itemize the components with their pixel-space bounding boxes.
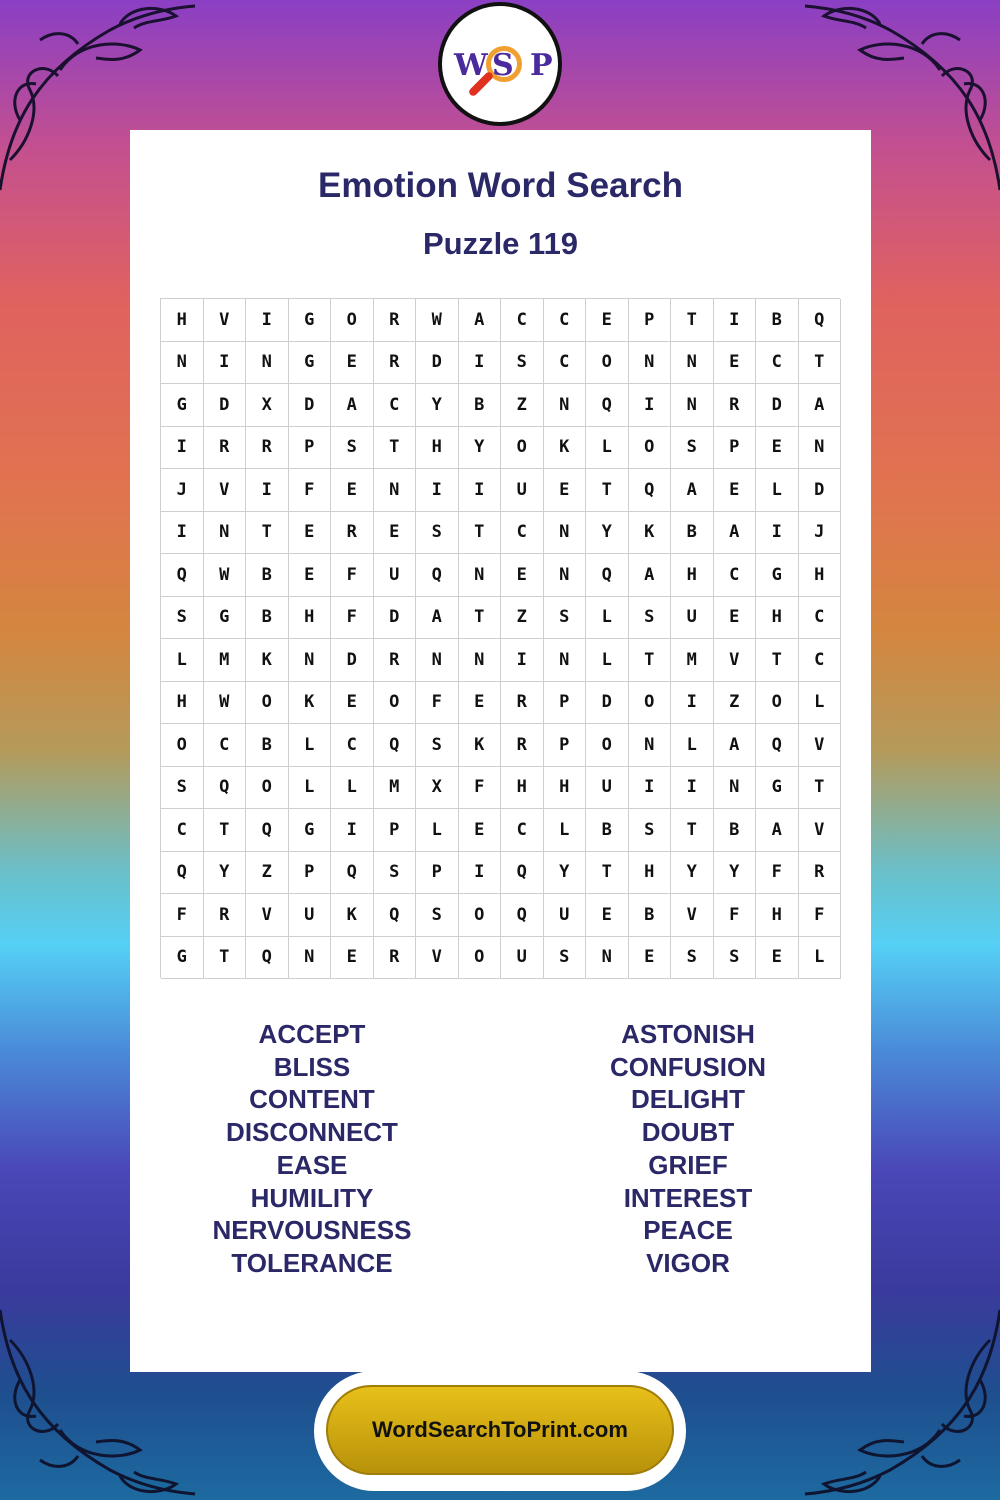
grid-cell[interactable]: O (459, 937, 502, 980)
grid-cell[interactable]: S (714, 937, 757, 980)
grid-cell[interactable]: B (756, 299, 799, 342)
grid-cell[interactable]: A (756, 809, 799, 852)
grid-cell[interactable]: I (756, 512, 799, 555)
grid-cell[interactable]: B (586, 809, 629, 852)
grid-cell[interactable]: L (289, 767, 332, 810)
grid-cell[interactable]: O (331, 299, 374, 342)
grid-cell[interactable]: J (799, 512, 842, 555)
grid-cell[interactable]: E (289, 512, 332, 555)
grid-cell[interactable]: R (331, 512, 374, 555)
grid-cell[interactable]: G (756, 767, 799, 810)
grid-cell[interactable]: I (246, 469, 289, 512)
grid-cell[interactable]: I (671, 767, 714, 810)
grid-cell[interactable]: O (586, 342, 629, 385)
grid-cell[interactable]: I (331, 809, 374, 852)
grid-cell[interactable]: C (799, 597, 842, 640)
grid-cell[interactable]: E (331, 469, 374, 512)
grid-cell[interactable]: T (629, 639, 672, 682)
grid-cell[interactable]: O (459, 894, 502, 937)
grid-cell[interactable]: C (374, 384, 417, 427)
grid-cell[interactable]: R (799, 852, 842, 895)
grid-cell[interactable]: B (671, 512, 714, 555)
grid-cell[interactable]: B (459, 384, 502, 427)
grid-cell[interactable]: L (671, 724, 714, 767)
grid-cell[interactable]: L (544, 809, 587, 852)
grid-cell[interactable]: E (586, 894, 629, 937)
word-list-item: INTEREST (623, 1182, 753, 1213)
grid-cell[interactable]: E (586, 299, 629, 342)
word-list-item: PEACE (643, 1215, 733, 1246)
grid-cell[interactable]: P (544, 682, 587, 725)
grid-cell[interactable]: H (161, 682, 204, 725)
grid-cell[interactable]: I (671, 682, 714, 725)
grid-cell[interactable]: T (459, 597, 502, 640)
word-list-item: ACCEPT (258, 1019, 366, 1049)
word-list-item: CONFUSION (610, 1051, 766, 1082)
grid-cell[interactable]: G (289, 809, 332, 852)
grid-cell[interactable]: C (161, 809, 204, 852)
grid-cell[interactable]: S (544, 597, 587, 640)
grid-cell[interactable]: P (289, 427, 332, 470)
grid-cell[interactable]: I (629, 384, 672, 427)
grid-cell[interactable]: T (204, 809, 247, 852)
footer-pill (314, 1371, 686, 1491)
grid-cell[interactable]: Y (416, 384, 459, 427)
grid-cell[interactable]: E (374, 512, 417, 555)
grid-cell[interactable]: H (161, 299, 204, 342)
grid-cell[interactable]: Q (374, 724, 417, 767)
grid-cell[interactable]: N (544, 512, 587, 555)
logo-letter-s: S (492, 48, 514, 83)
puzzle-card (130, 130, 871, 1372)
grid-cell[interactable]: E (756, 427, 799, 470)
grid-cell[interactable]: F (161, 894, 204, 937)
grid-cell[interactable]: B (714, 809, 757, 852)
word-list-item: TOLERANCE (231, 1247, 393, 1278)
grid-cell[interactable]: V (799, 809, 842, 852)
grid-cell[interactable]: G (756, 554, 799, 597)
puzzle-number: Puzzle 119 (422, 226, 579, 261)
grid-cell[interactable]: N (799, 427, 842, 470)
grid-cell[interactable]: O (629, 427, 672, 470)
grid-cell[interactable]: T (799, 342, 842, 385)
grid-cell[interactable]: T (204, 937, 247, 980)
grid-cell[interactable]: N (629, 724, 672, 767)
grid-cell[interactable]: Q (204, 767, 247, 810)
grid-cell[interactable]: E (756, 937, 799, 980)
grid-cell[interactable]: R (374, 639, 417, 682)
grid-cell[interactable]: R (204, 894, 247, 937)
grid-cell[interactable]: S (416, 512, 459, 555)
grid-cell[interactable]: U (501, 469, 544, 512)
grid-cell[interactable]: I (501, 639, 544, 682)
grid-cell[interactable]: F (331, 554, 374, 597)
grid-cell[interactable]: S (671, 937, 714, 980)
grid-cell[interactable]: L (161, 639, 204, 682)
grid-cell[interactable]: O (756, 682, 799, 725)
grid-cell[interactable]: E (459, 682, 502, 725)
grid-cell[interactable]: W (204, 682, 247, 725)
grid-cell[interactable]: Y (459, 427, 502, 470)
grid-cell[interactable]: U (671, 597, 714, 640)
grid-cell[interactable]: L (289, 724, 332, 767)
grid-cell[interactable]: S (629, 809, 672, 852)
grid-cell[interactable]: Z (246, 852, 289, 895)
grid-cell[interactable]: L (799, 937, 842, 980)
grid-cell[interactable]: H (799, 554, 842, 597)
grid-cell[interactable]: E (331, 342, 374, 385)
word-list-item: CONTENT (249, 1084, 375, 1115)
word-list-item: ASTONISH (621, 1019, 755, 1049)
grid-cell[interactable]: C (544, 299, 587, 342)
grid-cell[interactable]: S (544, 937, 587, 980)
logo-letter-w: W (454, 48, 488, 83)
grid-cell[interactable]: E (544, 469, 587, 512)
grid-cell[interactable]: S (416, 724, 459, 767)
word-list-item: GRIEF (648, 1149, 728, 1180)
grid-cell[interactable]: E (501, 554, 544, 597)
grid-cell[interactable]: K (459, 724, 502, 767)
grid-cell[interactable]: V (204, 469, 247, 512)
grid-cell[interactable]: Y (544, 852, 587, 895)
grid-cell[interactable]: O (586, 724, 629, 767)
grid-cell[interactable]: Y (714, 852, 757, 895)
grid-cell[interactable]: R (501, 724, 544, 767)
grid-cell[interactable]: Q (246, 809, 289, 852)
grid-cell[interactable]: G (289, 342, 332, 385)
grid-cell[interactable]: U (586, 767, 629, 810)
grid-cell[interactable]: Q (501, 894, 544, 937)
grid-cell[interactable]: M (374, 767, 417, 810)
grid-cell[interactable]: C (501, 299, 544, 342)
grid-cell[interactable]: X (246, 384, 289, 427)
grid-cell[interactable]: R (374, 937, 417, 980)
grid-cell[interactable]: K (629, 512, 672, 555)
grid-cell[interactable]: I (161, 427, 204, 470)
grid-cell[interactable]: T (586, 469, 629, 512)
grid-cell[interactable]: D (586, 682, 629, 725)
grid-cell[interactable]: B (246, 554, 289, 597)
grid-cell[interactable]: Q (374, 894, 417, 937)
grid-cell[interactable]: J (161, 469, 204, 512)
grid-cell[interactable]: R (501, 682, 544, 725)
grid-cell[interactable]: V (416, 937, 459, 980)
grid-cell[interactable]: R (204, 427, 247, 470)
logo-letter-p: P (530, 48, 553, 83)
grid-cell[interactable]: E (331, 682, 374, 725)
grid-cell[interactable]: E (714, 597, 757, 640)
grid-cell[interactable]: R (246, 427, 289, 470)
grid-cell[interactable]: G (289, 299, 332, 342)
grid-cell[interactable]: I (161, 512, 204, 555)
grid-cell[interactable]: I (459, 852, 502, 895)
grid-cell[interactable]: E (331, 937, 374, 980)
grid-cell[interactable]: V (799, 724, 842, 767)
grid-cell[interactable]: T (246, 512, 289, 555)
word-list-item: EASE (276, 1149, 348, 1180)
grid-cell[interactable]: H (756, 894, 799, 937)
grid-cell[interactable]: N (416, 639, 459, 682)
grid-cell[interactable]: S (416, 894, 459, 937)
grid-cell[interactable]: I (459, 469, 502, 512)
grid-cell[interactable]: L (586, 427, 629, 470)
grid-cell[interactable]: F (416, 682, 459, 725)
grid-cell[interactable]: Y (671, 852, 714, 895)
grid-cell[interactable]: N (544, 639, 587, 682)
grid-cell[interactable]: A (714, 512, 757, 555)
grid-cell[interactable]: A (671, 469, 714, 512)
grid-cell[interactable]: V (246, 894, 289, 937)
grid-cell[interactable]: A (629, 554, 672, 597)
grid-cell[interactable]: Q (586, 384, 629, 427)
grid-cell[interactable]: O (246, 767, 289, 810)
grid-cell[interactable]: N (374, 469, 417, 512)
grid-cell[interactable]: G (161, 937, 204, 980)
grid-cell[interactable]: G (204, 597, 247, 640)
grid-cell[interactable]: W (204, 554, 247, 597)
grid-cell[interactable]: M (671, 639, 714, 682)
grid-cell[interactable]: S (501, 342, 544, 385)
grid-cell[interactable]: D (799, 469, 842, 512)
grid-cell[interactable]: Q (331, 852, 374, 895)
grid-cell[interactable]: K (246, 639, 289, 682)
grid-cell[interactable]: Q (756, 724, 799, 767)
grid-cell[interactable]: K (289, 682, 332, 725)
grid-cell[interactable]: A (459, 299, 502, 342)
page-title: Emotion Word Search (318, 166, 683, 205)
grid-cell[interactable]: E (289, 554, 332, 597)
grid-cell[interactable]: Q (586, 554, 629, 597)
word-list-item: DISCONNECT (226, 1117, 398, 1148)
grid-cell[interactable]: H (629, 852, 672, 895)
grid-cell[interactable]: M (204, 639, 247, 682)
grid-cell[interactable]: N (459, 639, 502, 682)
grid-cell[interactable]: L (416, 809, 459, 852)
grid-cell[interactable]: L (756, 469, 799, 512)
grid-cell[interactable]: I (204, 342, 247, 385)
site-link-button[interactable]: WordSearchToPrint.com (326, 1385, 674, 1475)
grid-cell[interactable]: O (501, 427, 544, 470)
grid-cell[interactable]: C (501, 809, 544, 852)
grid-cell[interactable]: B (246, 597, 289, 640)
grid-cell[interactable]: T (671, 299, 714, 342)
grid-cell[interactable]: O (246, 682, 289, 725)
grid-cell[interactable]: S (629, 597, 672, 640)
grid-cell[interactable]: E (629, 937, 672, 980)
grid-cell[interactable]: A (799, 384, 842, 427)
grid-cell[interactable]: O (629, 682, 672, 725)
grid-cell[interactable]: F (714, 894, 757, 937)
word-list-item: DOUBT (641, 1117, 735, 1148)
grid-cell[interactable]: T (756, 639, 799, 682)
grid-cell[interactable]: R (374, 342, 417, 385)
grid-cell[interactable]: T (799, 767, 842, 810)
grid-cell[interactable]: O (374, 682, 417, 725)
grid-cell[interactable]: I (459, 342, 502, 385)
grid-cell[interactable]: N (204, 512, 247, 555)
grid-cell[interactable]: C (544, 342, 587, 385)
grid-cell[interactable]: N (671, 342, 714, 385)
grid-cell[interactable]: D (331, 639, 374, 682)
grid-cell[interactable]: N (544, 384, 587, 427)
grid-cell[interactable]: G (161, 384, 204, 427)
grid-cell[interactable]: C (204, 724, 247, 767)
grid-cell[interactable]: E (714, 342, 757, 385)
word-list-item: BLISS (273, 1051, 351, 1082)
grid-cell[interactable]: S (374, 852, 417, 895)
grid-cell[interactable]: C (799, 639, 842, 682)
grid-cell[interactable]: I (246, 299, 289, 342)
grid-cell[interactable]: C (501, 512, 544, 555)
grid-cell[interactable]: F (331, 597, 374, 640)
grid-cell[interactable]: N (289, 937, 332, 980)
grid-cell[interactable]: H (756, 597, 799, 640)
grid-cell[interactable]: Q (161, 554, 204, 597)
grid-cell[interactable]: D (416, 342, 459, 385)
letter-grid (160, 298, 840, 978)
grid-cell[interactable]: N (459, 554, 502, 597)
grid-cell[interactable]: U (289, 894, 332, 937)
grid-cell[interactable]: C (331, 724, 374, 767)
grid-cell[interactable]: H (416, 427, 459, 470)
grid-cell[interactable]: Q (501, 852, 544, 895)
grid-cell[interactable]: K (544, 427, 587, 470)
grid-cell[interactable]: Q (799, 299, 842, 342)
grid-cell[interactable]: N (544, 554, 587, 597)
grid-cell[interactable]: E (459, 809, 502, 852)
grid-cell[interactable]: S (161, 767, 204, 810)
grid-cell[interactable]: F (289, 469, 332, 512)
word-list-item: NERVOUSNESS (212, 1215, 412, 1246)
grid-cell[interactable]: Q (246, 937, 289, 980)
grid-cell[interactable]: I (416, 469, 459, 512)
word-list-left (162, 1018, 462, 1280)
grid-cell[interactable]: N (671, 384, 714, 427)
grid-cell[interactable]: Z (501, 384, 544, 427)
grid-cell[interactable]: F (756, 852, 799, 895)
grid-cell[interactable]: Y (204, 852, 247, 895)
grid-cell[interactable]: T (671, 809, 714, 852)
grid-cell[interactable]: C (756, 342, 799, 385)
grid-cell[interactable]: S (331, 427, 374, 470)
grid-cell[interactable]: T (586, 852, 629, 895)
grid-cell[interactable]: S (671, 427, 714, 470)
grid-cell[interactable]: X (416, 767, 459, 810)
grid-cell[interactable]: F (799, 894, 842, 937)
grid-cell[interactable]: V (714, 639, 757, 682)
grid-cell[interactable]: F (459, 767, 502, 810)
grid-cell[interactable]: K (331, 894, 374, 937)
word-list-item: VIGOR (646, 1247, 730, 1278)
grid-cell[interactable]: A (714, 724, 757, 767)
grid-cell[interactable]: V (671, 894, 714, 937)
grid-cell[interactable]: P (374, 809, 417, 852)
grid-cell[interactable]: Q (161, 852, 204, 895)
grid-cell[interactable]: Z (714, 682, 757, 725)
grid-cell[interactable]: L (586, 597, 629, 640)
grid-cell[interactable]: L (799, 682, 842, 725)
grid-cell[interactable]: N (586, 937, 629, 980)
grid-cell[interactable]: N (161, 342, 204, 385)
grid-cell[interactable]: P (289, 852, 332, 895)
grid-cell[interactable]: H (501, 767, 544, 810)
grid-cell[interactable]: N (714, 767, 757, 810)
grid-cell[interactable]: D (289, 384, 332, 427)
grid-cell[interactable]: Z (501, 597, 544, 640)
grid-cell[interactable]: L (586, 639, 629, 682)
grid-cell[interactable]: B (246, 724, 289, 767)
word-list-item: DELIGHT (630, 1084, 746, 1115)
grid-cell[interactable]: U (501, 937, 544, 980)
grid-cell[interactable]: A (416, 597, 459, 640)
grid-cell[interactable]: R (714, 384, 757, 427)
grid-cell[interactable]: C (714, 554, 757, 597)
grid-cell[interactable]: V (204, 299, 247, 342)
grid-cell[interactable]: Q (629, 469, 672, 512)
grid-cell[interactable]: S (161, 597, 204, 640)
grid-cell[interactable]: H (289, 597, 332, 640)
grid-cell[interactable]: P (714, 427, 757, 470)
grid-cell[interactable]: E (714, 469, 757, 512)
grid-cell[interactable]: Y (586, 512, 629, 555)
grid-cell[interactable]: O (161, 724, 204, 767)
grid-cell[interactable]: R (374, 299, 417, 342)
word-list-right (538, 1018, 838, 1280)
grid-cell[interactable]: D (756, 384, 799, 427)
grid-cell[interactable]: U (374, 554, 417, 597)
grid-cell[interactable]: P (629, 299, 672, 342)
grid-cell[interactable]: T (374, 427, 417, 470)
grid-cell[interactable]: A (331, 384, 374, 427)
grid-cell[interactable]: D (204, 384, 247, 427)
grid-cell[interactable]: L (331, 767, 374, 810)
grid-cell[interactable]: N (629, 342, 672, 385)
grid-cell[interactable]: N (246, 342, 289, 385)
grid-cell[interactable]: I (629, 767, 672, 810)
grid-cell[interactable]: B (629, 894, 672, 937)
grid-cell[interactable]: D (374, 597, 417, 640)
site-logo[interactable] (438, 2, 562, 126)
grid-cell[interactable]: H (544, 767, 587, 810)
grid-cell[interactable]: H (671, 554, 714, 597)
grid-cell[interactable]: U (544, 894, 587, 937)
word-list-item: HUMILITY (250, 1182, 374, 1213)
grid-cell[interactable]: P (416, 852, 459, 895)
grid-cell[interactable]: T (459, 512, 502, 555)
grid-cell[interactable]: N (289, 639, 332, 682)
grid-cell[interactable]: W (416, 299, 459, 342)
grid-cell[interactable]: P (544, 724, 587, 767)
grid-cell[interactable]: Q (416, 554, 459, 597)
grid-cell[interactable]: I (714, 299, 757, 342)
